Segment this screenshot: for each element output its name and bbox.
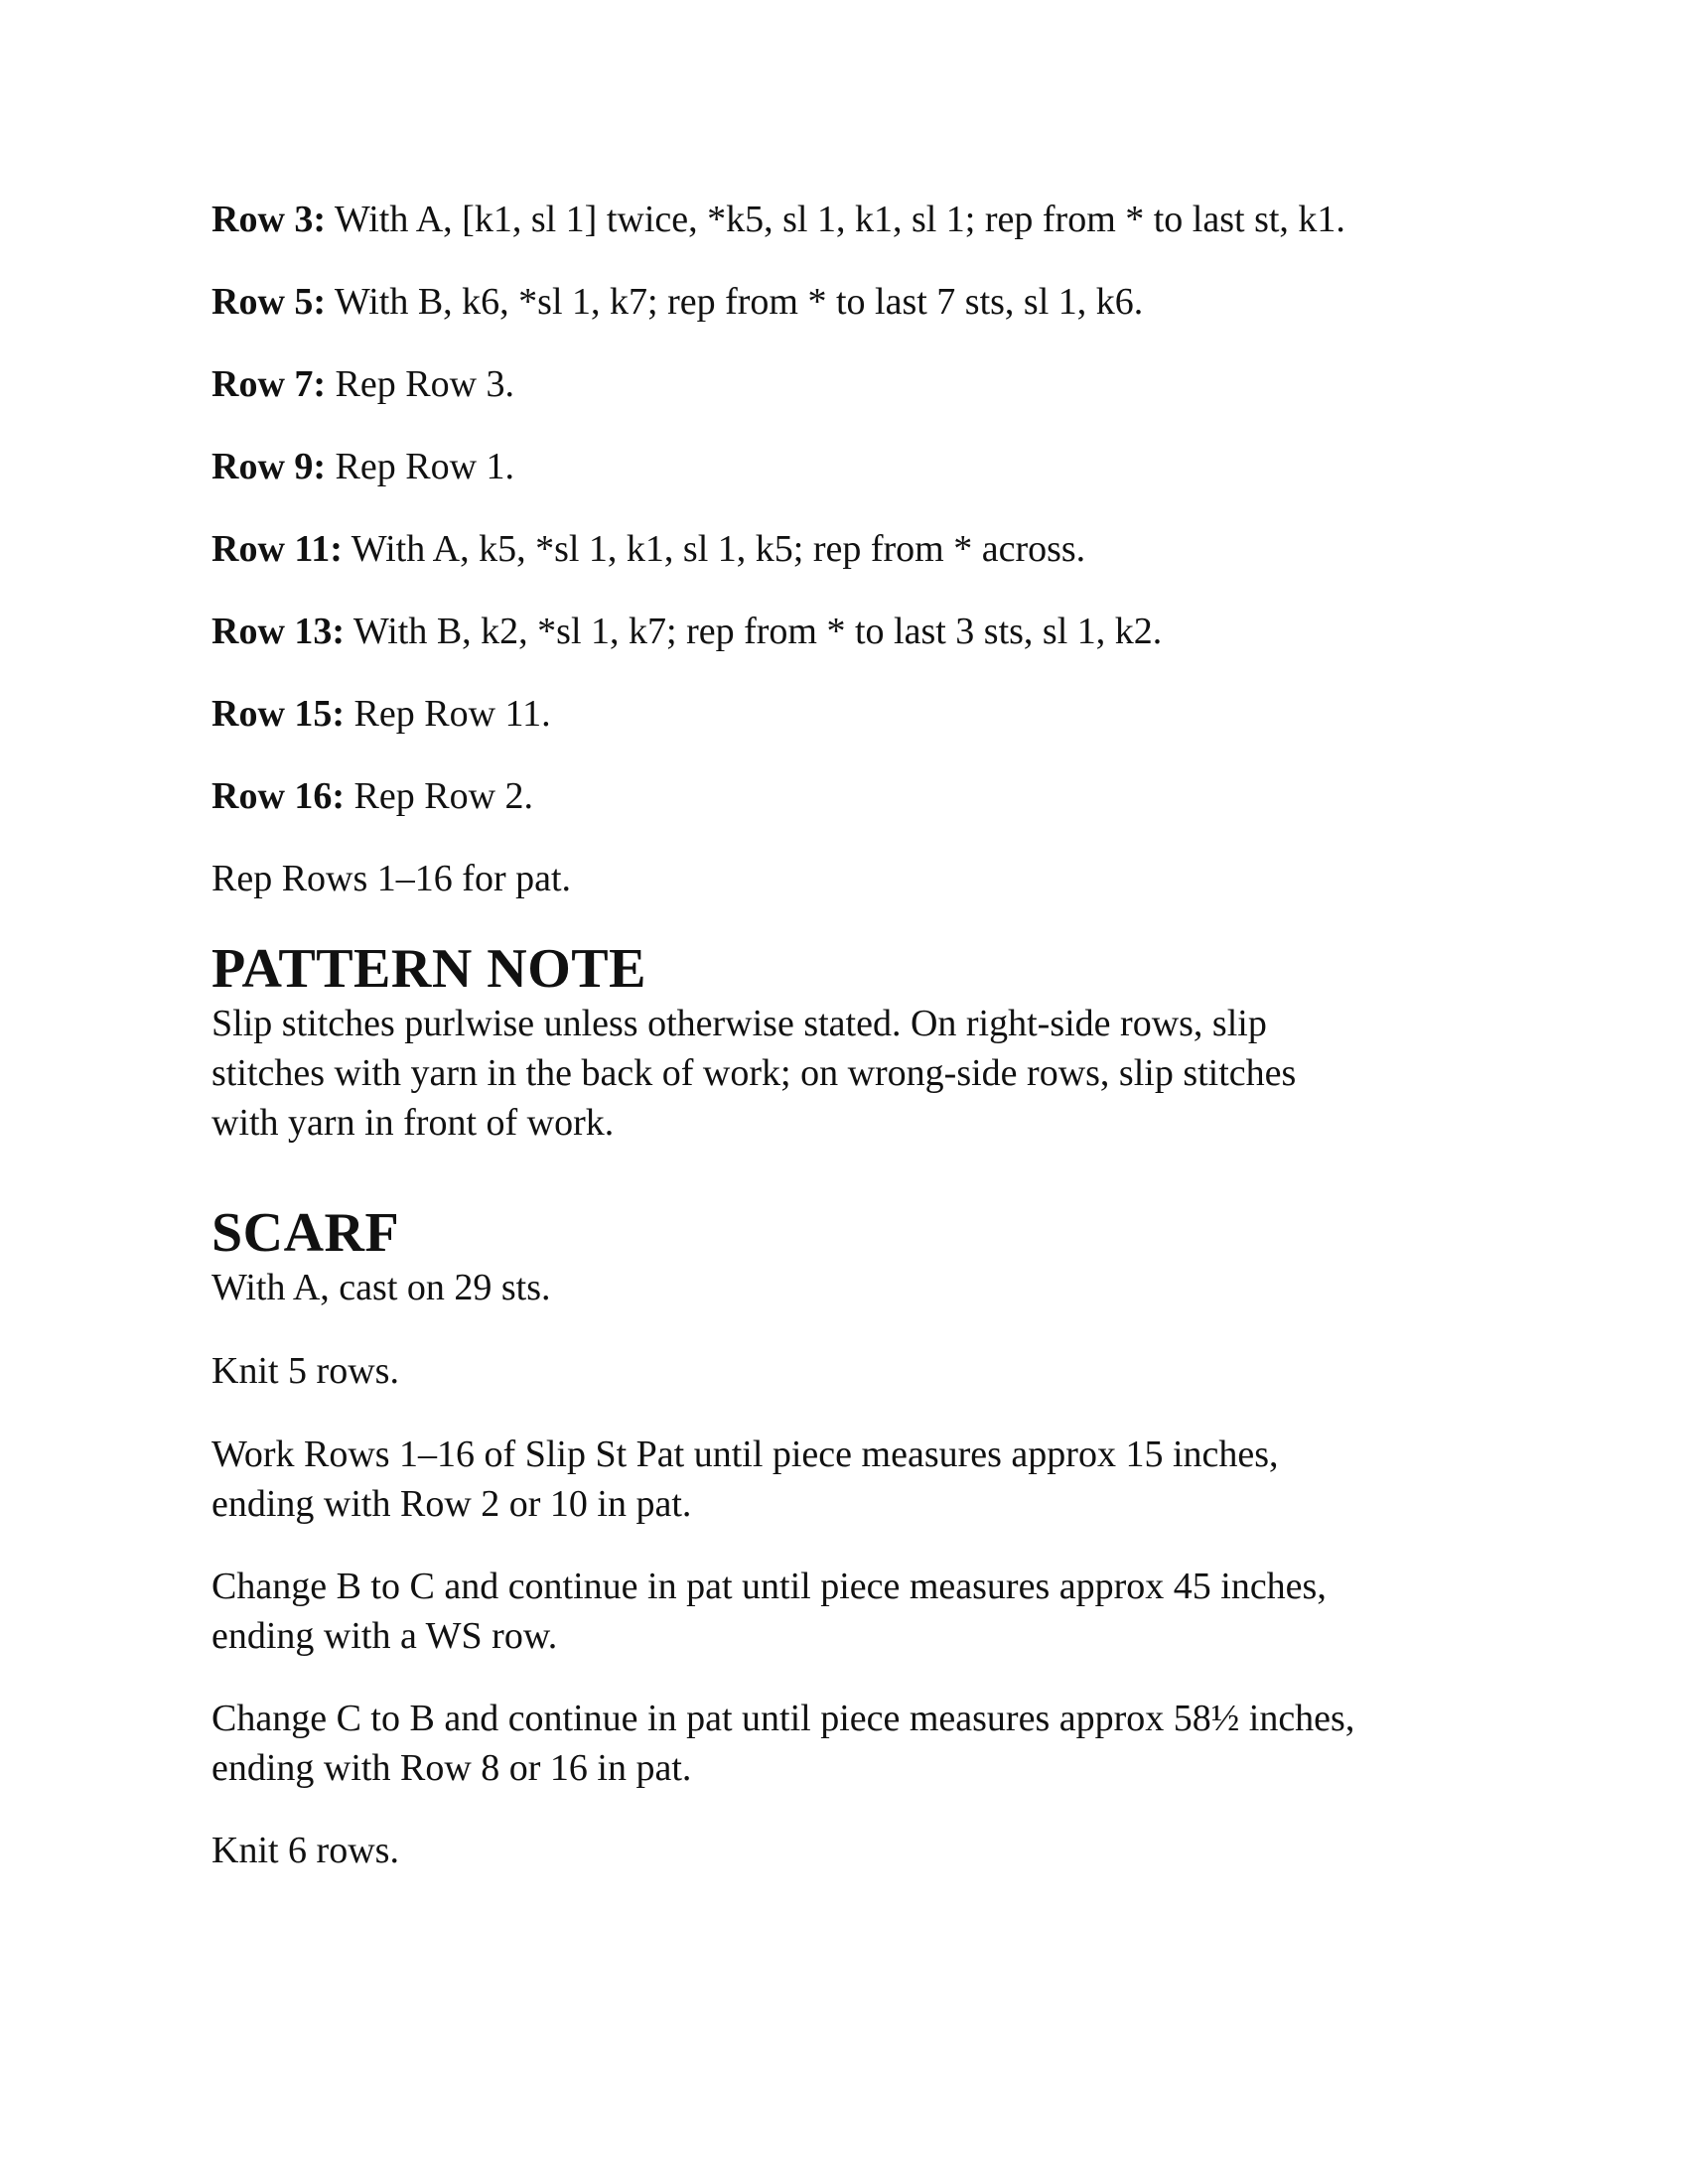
scarf-change-line: Change C to B and continue in pat until piece measures approx 58½ inches,	[211, 1698, 1355, 1739]
row-16-instruction	[211, 773, 1502, 856]
row-11-instruction	[211, 526, 1502, 609]
scarf-change-c-to-b	[211, 1694, 1502, 1826]
pattern-note-line: Slip stitches purlwise unless otherwise stated. On right-side rows, slip	[211, 1003, 1267, 1044]
scarf-work-rows	[211, 1430, 1502, 1562]
pattern-note-line: with yarn in front of work.	[211, 1102, 615, 1144]
row-text: With A, [k1, sl 1] twice, *k5, sl 1, k1, sl 1; rep from * to last st, k1.	[326, 199, 1345, 240]
row-label: Row 13:	[211, 611, 346, 652]
scarf-change-line: Change B to C and continue in pat until piece measures approx 45 inches,	[211, 1566, 1327, 1607]
row-text: Rep Row 3.	[326, 363, 515, 405]
pattern-note-body	[211, 999, 1502, 1148]
row-text: Rep Row 11.	[345, 693, 551, 735]
pattern-note-heading: PATTERN NOTE	[211, 938, 646, 1000]
scarf-change-line: ending with Row 8 or 16 in pat.	[211, 1747, 692, 1789]
row-label: Row 7:	[211, 363, 327, 405]
row-15-instruction	[211, 691, 1502, 773]
scarf-cast-on: With A, cast on 29 sts.	[211, 1267, 551, 1308]
scarf-knit-5: Knit 5 rows.	[211, 1350, 399, 1392]
row-5-instruction	[211, 279, 1502, 361]
repeat-note: Rep Rows 1–16 for pat.	[211, 858, 572, 899]
row-text: With B, k2, *sl 1, k7; rep from * to last 3 sts, sl 1, k2.	[345, 611, 1163, 652]
scarf-work-rows-line: ending with Row 2 or 10 in pat.	[211, 1483, 692, 1525]
scarf-heading: SCARF	[211, 1202, 400, 1264]
row-label: Row 11:	[211, 528, 343, 570]
row-7-instruction	[211, 361, 1502, 444]
pattern-note-line: stitches with yarn in the back of work; on wrong-side rows, slip stitches	[211, 1052, 1297, 1094]
row-label: Row 15:	[211, 693, 346, 735]
row-text: Rep Row 2.	[345, 775, 534, 817]
row-13-instruction	[211, 609, 1502, 691]
row-label: Row 5:	[211, 281, 327, 323]
row-text: With A, k5, *sl 1, k1, sl 1, k5; rep from * across.	[342, 528, 1086, 570]
scarf-change-line: ending with a WS row.	[211, 1615, 558, 1657]
scarf-work-rows-line: Work Rows 1–16 of Slip St Pat until piece measures approx 15 inches,	[211, 1433, 1279, 1475]
row-9-instruction	[211, 444, 1502, 526]
row-label: Row 9:	[211, 446, 327, 487]
row-label: Row 3:	[211, 199, 327, 240]
scarf-knit-6: Knit 6 rows.	[211, 1830, 399, 1871]
row-text: Rep Row 1.	[326, 446, 515, 487]
row-text: With B, k6, *sl 1, k7; rep from * to last 7 sts, sl 1, k6.	[326, 281, 1144, 323]
document-page	[211, 197, 1502, 1875]
row-label: Row 16:	[211, 775, 346, 817]
row-3-instruction	[211, 197, 1502, 279]
scarf-change-b-to-c	[211, 1562, 1502, 1694]
